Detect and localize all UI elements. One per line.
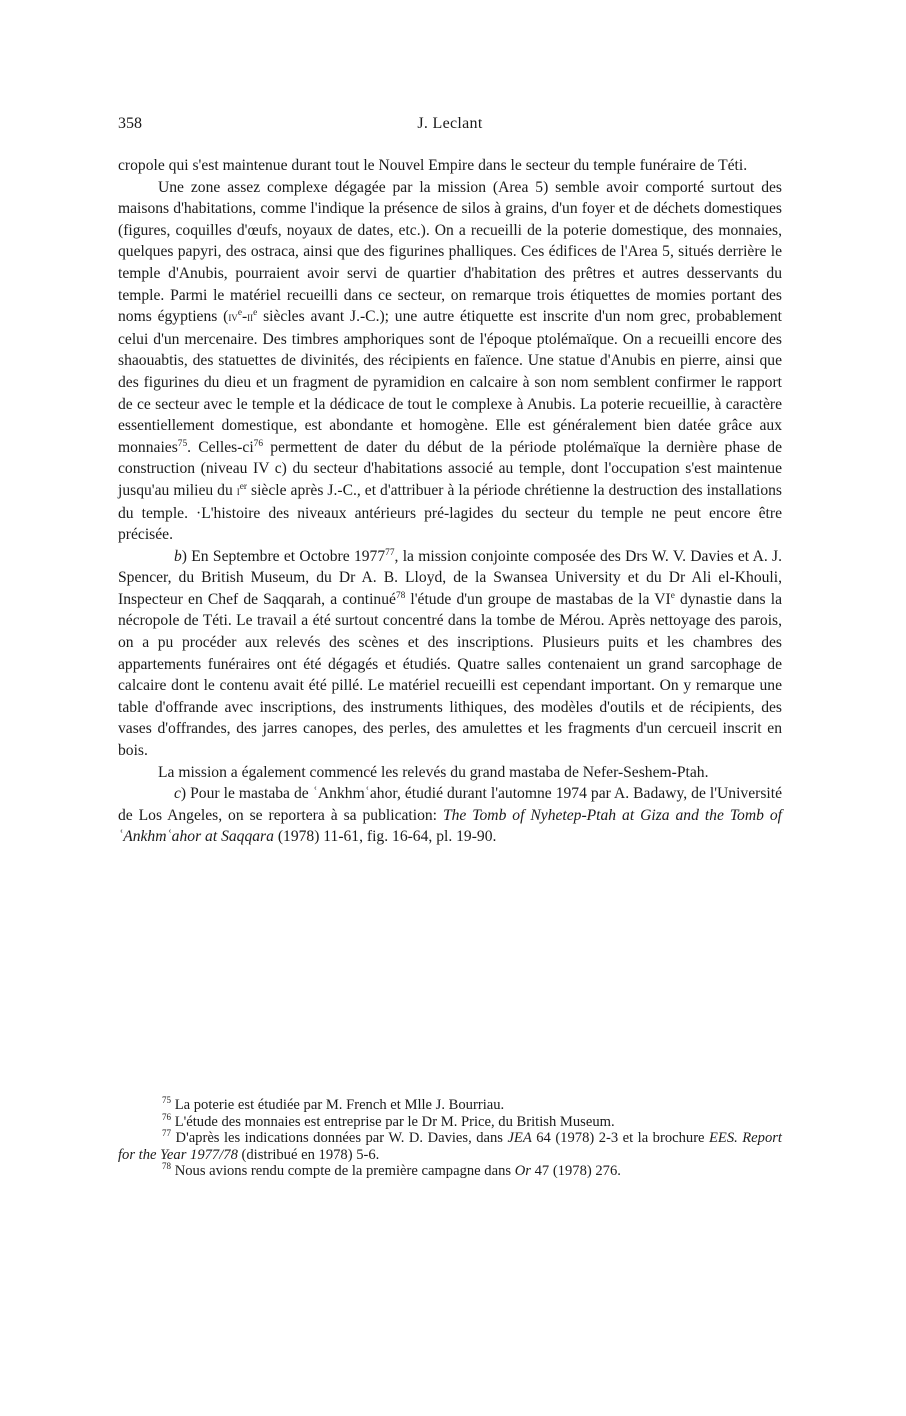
footnote-number: 75	[162, 1095, 172, 1106]
footnote-text: D'après les indications données par W. D. Davies, dans	[175, 1130, 508, 1146]
running-head	[118, 115, 782, 139]
footnotes	[118, 1097, 782, 1180]
paragraph-continuation	[118, 155, 782, 177]
footnote-text: L'étude des monnaies est entreprise par le Dr M. Price, du British Museum.	[174, 1113, 615, 1130]
footnote-ref-75[interactable]: 75	[177, 438, 188, 449]
paragraph-text: dynastie dans la nécropole de Téti. Le travail a été surtout concentré dans la tombe de Mérou. Après nettoyage des parois, on a pu procéder aux relevés des scènes et des inscriptions. Plusieurs puits et les chambres des appartements funéraires ont été dégagés et étudiés. Quatre salles contenaient un grand sarcophage de calcaire dont le contenu avait été pillé. Le matériel recueilli est cependant important. On y remarque une table d'offrande avec inscriptions, des instruments lithiques, des modèles d'outils et de récipients, des vases d'offrandes, des jarres canopes, des perles, des amulettes et les fragments d'un cercueil inscrit en bois.	[118, 590, 783, 760]
journal-abbreviation: JEA	[507, 1130, 532, 1146]
century-dash: -	[241, 308, 248, 326]
footnote-number: 77	[162, 1128, 172, 1139]
century-superscript: e	[253, 307, 258, 318]
brochure-title: EES. Report for the Year 1977/78	[118, 1130, 782, 1163]
page-number: 358	[118, 115, 142, 132]
dynasty-superscript: e	[670, 590, 675, 601]
paragraph-text: l'étude d'un groupe de mastabas de la VI	[405, 590, 671, 608]
running-title: J. Leclant	[417, 115, 483, 132]
footnote-ref-78[interactable]: 78	[395, 590, 406, 601]
footnote-text: La poterie est étudiée par M. French et Mlle J. Bourriau.	[174, 1097, 505, 1113]
paragraph-text: . Celles-ci	[187, 438, 254, 456]
journal-abbreviation: Or	[514, 1163, 531, 1179]
footnote-76	[118, 1111, 782, 1131]
paragraph-text: (1978) 11-61, fig. 16-64, pl. 19-90.	[273, 828, 497, 846]
paragraph-text: siècle après J.-C., et d'attribuer à la période chrétienne la destruction des installations du temple. ·L'histoire des niveaux antérieurs pré-lagides du secteur du temple ne peut encore être précisée.	[118, 481, 782, 544]
footnote-text: 47 (1978) 276.	[530, 1163, 621, 1179]
paragraph-section-b	[118, 546, 782, 762]
footnote-text: (distribué en 1978) 5-6.	[237, 1146, 380, 1163]
century-numeral: ii	[247, 310, 254, 325]
paragraph-text: , la mission conjointe composée des Drs W. V. Davies et A. J. Spencer, du British Museum, du Dr A. B. Lloyd, de la Swansea University et du Dr Ali el-Khouli, Inspecteur en Chef de Saqqarah, a continué	[118, 547, 782, 608]
century-numeral: iv	[228, 310, 238, 325]
footnote-77	[118, 1130, 782, 1163]
footnote-text: Nous avions rendu compte de la première campagne dans	[174, 1163, 515, 1179]
paragraph-nefer-seshem-ptah	[118, 762, 782, 784]
paragraph-text: siècles avant J.-C.); une autre étiquette est inscrite d'un nom grec, probablement celui d'un mercenaire. Des timbres amphoriques sont de l'époque ptolémaïque. On a recueilli encore des shaouabtis, des statuettes de divinités, des récipients en faïence. Une statue d'Anubis en pierre, ainsi que des figurines du dieu et un fragment de pyramidion en calcaire à son nom semblent confirmer le rapport de ce secteur avec le temple et la dédicace de tout le complexe à Anubis. La poterie recueillie, à caractère essentiellement domestique, est abondante et homogène. Elle est généralement bien datée grâce aux monnaies	[118, 308, 782, 456]
footnote-75	[118, 1097, 782, 1114]
footnote-number: 76	[162, 1111, 172, 1122]
paragraph-area-5	[118, 177, 782, 546]
paragraph-text: permettent de dater du début de la période ptolémaïque la dernière phase de construction (niveau IV c) du secteur d'habitations associé au temple, dont l'occupation s'est maintenue jusqu'au milieu du	[118, 438, 782, 499]
section-label-c: c	[174, 785, 181, 803]
century-superscript: e	[237, 307, 242, 318]
paragraph-text: cropole qui s'est maintenue durant tout le Nouvel Empire dans le secteur du temple funéraire de Téti.	[118, 157, 748, 174]
footnote-ref-76[interactable]: 76	[253, 438, 264, 449]
century-superscript: er	[239, 481, 248, 492]
section-label-b: b	[174, 547, 182, 565]
footnote-78	[118, 1163, 782, 1180]
paragraph-text: ) En Septembre et Octobre 1977	[181, 547, 386, 565]
paragraph-text: La mission a également commencé les relevés du grand mastaba de Nefer-Seshem-Ptah.	[158, 763, 709, 781]
publication-title: The Tomb of Nyhetep-Ptah at Giza and the Tomb of ʿAnkhmʿahor at Saqqara	[118, 806, 782, 846]
footnote-number: 78	[162, 1161, 172, 1172]
footnote-ref-77[interactable]: 77	[385, 547, 395, 558]
paragraph-text: Une zone assez complexe dégagée par la mission (Area 5) semble avoir comporté surtout des maisons d'habitations, comme l'indique la présence de silos à grains, d'un foyer et de déchets domestiques (figures, coquilles d'œufs, noyaux de dates, etc.). On a recueilli de la poterie domestique, des monnaies, quelques papyri, des ostraca, ainsi que des figurines phalliques. Ces édifices de l'Area 5, situés derrière le temple d'Anubis, pourraient avoir servi de quartier d'habitation des prêtres et autres desservants du temple. Parmi le matériel recueilli dans ce secteur, on remarque trois étiquettes de momies portant des noms égyptiens (	[118, 178, 782, 326]
century-numeral: i	[236, 483, 240, 498]
footnote-text: 64 (1978) 2-3 et la brochure	[531, 1130, 710, 1146]
paragraph-text: ) Pour le mastaba de ʿAnkhmʿahor, étudié durant l'automne 1974 par A. Badawy, de l'Université de Los Angeles, on se reportera à sa publication:	[118, 785, 782, 824]
body-text	[118, 155, 782, 848]
paragraph-section-c	[118, 783, 782, 848]
